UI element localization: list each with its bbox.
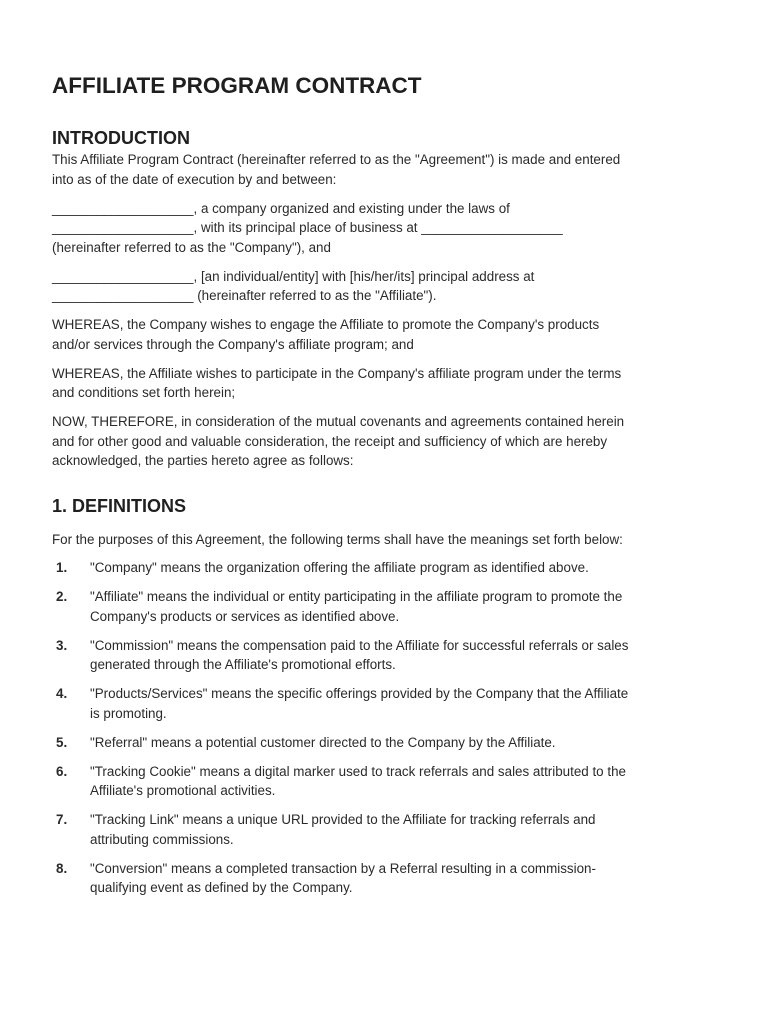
text-line: "Tracking Link" means a unique URL provided to the Affiliate for tracking referrals and <box>90 812 596 827</box>
definitions-intro: For the purposes of this Agreement, the following terms shall have the meanings set forth below: <box>52 531 623 547</box>
text-line: is promoting. <box>90 705 167 721</box>
intro-paragraph-affiliate <box>52 267 718 306</box>
definition-text <box>90 684 718 723</box>
text-line: qualifying event as defined by the Company. <box>90 880 353 895</box>
text-line: and/or services through the Company's affiliate program; and <box>52 336 414 352</box>
text-line: "Products/Services" means the specific offerings provided by the Company that the Affiliate <box>90 686 629 701</box>
definition-item <box>52 859 718 898</box>
definition-number: 8. <box>56 860 68 876</box>
definition-text <box>90 733 718 753</box>
text-line: NOW, THEREFORE, in consideration of the mutual covenants and agreements contained herein <box>52 414 625 429</box>
intro-paragraph-now-therefore <box>52 412 718 471</box>
text-line: and conditions set forth herein; <box>52 385 236 400</box>
text-line: "Company" means the organization offering the affiliate program as identified above. <box>90 560 589 575</box>
text-line: "Affiliate" means the individual or entity participating in the affiliate program to promote the <box>90 589 623 604</box>
definition-text <box>90 762 718 801</box>
text-line: Affiliate's promotional activities. <box>90 783 276 798</box>
text-line: "Conversion" means a completed transaction by a Referral resulting in a commission- <box>90 860 596 876</box>
intro-paragraph-company <box>52 199 718 258</box>
text-line: Company's products or services as identified above. <box>90 608 400 624</box>
definition-number: 6. <box>56 763 68 779</box>
definition-item <box>52 810 718 849</box>
definitions-heading: 1. DEFINITIONS <box>52 495 187 516</box>
text-line: ___________________, with its principal place of business at ___________________ <box>52 220 563 235</box>
text-line: WHEREAS, the Affiliate wishes to participate in the Company's affiliate program under the terms <box>52 365 622 381</box>
text-line: (hereinafter referred to as the "Company"), and <box>52 239 331 255</box>
definition-item <box>52 558 718 578</box>
definition-number: 5. <box>56 734 68 750</box>
text-line: ___________________ (hereinafter referred to as the "Affiliate"). <box>52 288 437 303</box>
introduction-body <box>52 150 718 471</box>
definition-text <box>90 558 718 578</box>
document-title: AFFILIATE PROGRAM CONTRACT <box>52 73 422 98</box>
definition-item <box>52 733 718 753</box>
definition-number: 1. <box>56 560 68 575</box>
definition-item <box>52 762 718 801</box>
text-line: This Affiliate Program Contract (hereinafter referred to as the "Agreement") is made and entered <box>52 152 621 167</box>
definition-item <box>52 587 718 626</box>
text-line: WHEREAS, the Company wishes to engage the Affiliate to promote the Company's products <box>52 317 600 332</box>
definition-number: 4. <box>56 686 68 701</box>
text-line: attributing commissions. <box>90 831 234 847</box>
text-line: and for other good and valuable consideration, the receipt and sufficiency of which are hereby <box>52 433 608 449</box>
text-line: "Tracking Cookie" means a digital marker used to track referrals and sales attributed to the <box>90 763 626 779</box>
intro-paragraph-agreement <box>52 150 718 189</box>
definitions-list <box>52 558 718 898</box>
text-line: ___________________, a company organized and existing under the laws of <box>52 200 510 216</box>
definition-number: 2. <box>56 589 68 604</box>
text-line: ___________________, [an individual/entity] with [his/her/its] principal address at <box>52 268 535 284</box>
definition-text <box>90 810 718 849</box>
definition-number: 7. <box>56 812 68 827</box>
intro-paragraph-whereas-affiliate <box>52 364 718 403</box>
text-line: "Commission" means the compensation paid to the Affiliate for successful referrals or sales <box>90 637 629 653</box>
intro-paragraph-whereas-company <box>52 315 718 354</box>
definition-text <box>90 636 718 675</box>
text-line: into as of the date of execution by and between: <box>52 171 337 187</box>
definition-item <box>52 684 718 723</box>
text-line: "Referral" means a potential customer directed to the Company by the Affiliate. <box>90 734 556 750</box>
definition-number: 3. <box>56 637 68 653</box>
definition-text <box>90 859 718 898</box>
definition-text <box>90 587 718 626</box>
text-line: generated through the Affiliate's promotional efforts. <box>90 657 396 672</box>
definition-item <box>52 636 718 675</box>
text-line: acknowledged, the parties hereto agree as follows: <box>52 453 354 468</box>
introduction-heading: INTRODUCTION <box>52 128 190 148</box>
